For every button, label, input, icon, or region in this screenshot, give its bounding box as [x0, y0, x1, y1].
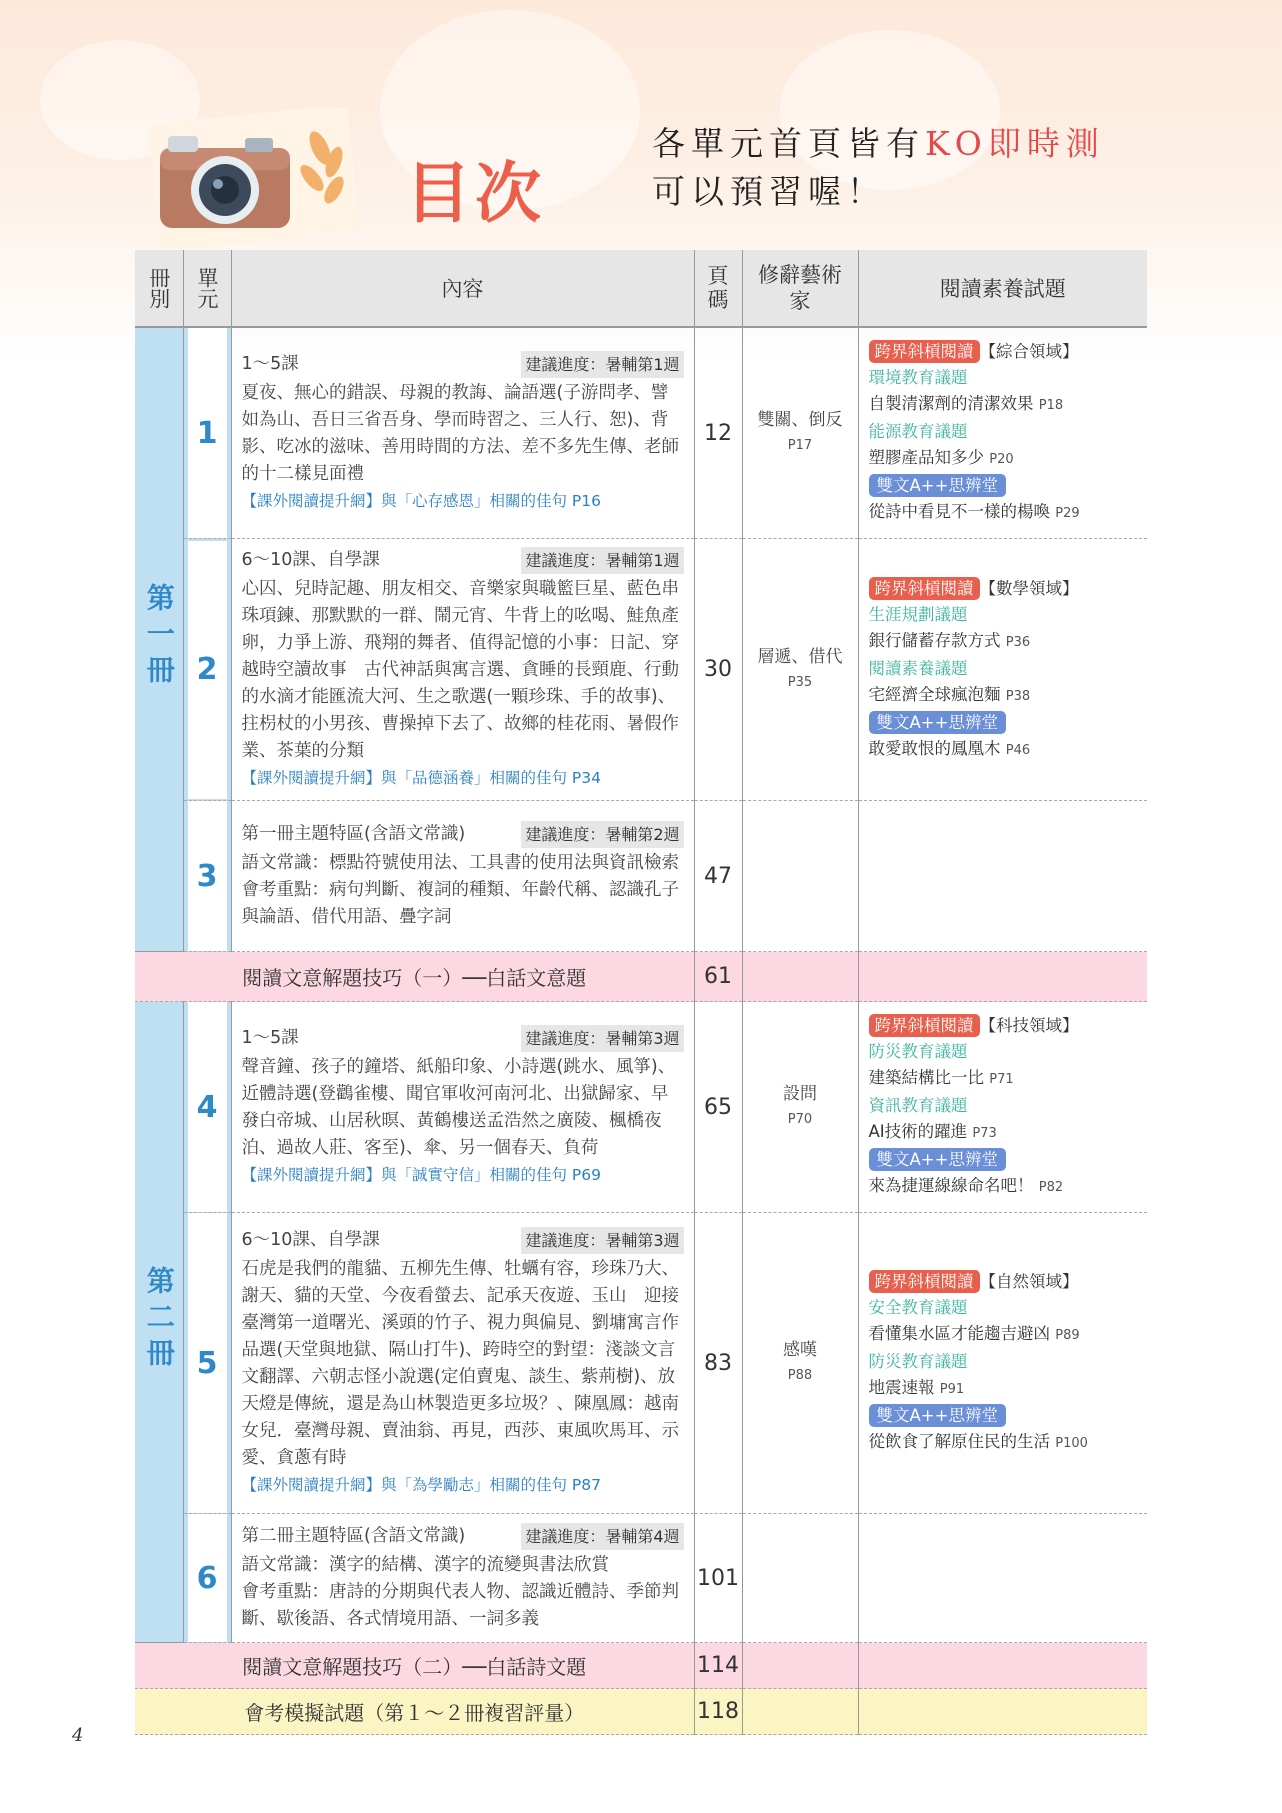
page-ref: 65	[694, 1002, 742, 1213]
topic-tag: 生涯規劃議題	[868, 604, 968, 624]
debate-tag: 雙文A++思辨堂	[869, 1404, 1006, 1427]
unit-content	[231, 327, 694, 539]
unit-content	[231, 1514, 694, 1643]
topic-tag: 資訊教育議題	[868, 1096, 968, 1115]
header-content: 內容	[231, 250, 694, 327]
literacy-list	[858, 1213, 1147, 1514]
summary-page: 114	[694, 1643, 742, 1689]
summary-row	[135, 1643, 1147, 1689]
lesson-range: 第一冊主題特區(含語文常識)	[241, 824, 466, 844]
volume-label: 第二冊	[135, 1002, 183, 1643]
domain-label: 【綜合領域】	[979, 342, 1079, 361]
rhetoric-item	[742, 1514, 858, 1643]
unit-number: 4	[183, 1002, 231, 1213]
summary-row	[135, 952, 1147, 1002]
literacy-item: 看懂集水區才能趨吉避凶 P89	[868, 1324, 1080, 1343]
literacy-item: 從詩中看見不一樣的楊喚 P29	[868, 502, 1080, 521]
reading-link[interactable]: 【課外閱讀提升網】與「心存感恩」相關的佳句 P16	[241, 492, 601, 510]
page-ref: 83	[694, 1213, 742, 1514]
crossover-tag: 跨界斜槓閱讀	[869, 1270, 980, 1293]
literacy-item: 塑膠產品知多少 P20	[868, 448, 1014, 467]
table-header	[135, 250, 1147, 327]
camera-illustration	[150, 108, 360, 248]
unit-number: 3	[183, 801, 231, 952]
literacy-item: 自製清潔劑的清潔效果 P18	[868, 394, 1064, 413]
lesson-range: 1～5課	[241, 1028, 299, 1048]
unit-content	[231, 1213, 694, 1514]
page-ref: 12	[694, 327, 742, 539]
header-page: 頁碼	[694, 250, 742, 327]
unit-content	[231, 1002, 694, 1213]
volume-label: 第一冊	[135, 327, 183, 952]
domain-label: 【數學領域】	[979, 578, 1079, 598]
domain-label: 【自然領域】	[979, 1272, 1079, 1291]
toc-table	[135, 250, 1147, 1735]
literacy-item: 宅經濟全球瘋泡麵 P38	[868, 684, 1031, 704]
literacy-list	[858, 1514, 1147, 1643]
rhetoric-item: 設問 P70	[742, 1002, 858, 1213]
literacy-item: AI技術的躍進 P73	[868, 1122, 997, 1141]
literacy-item: 銀行儲蓄存款方式 P36	[868, 630, 1031, 650]
topic-tag: 防災教育議題	[868, 1352, 968, 1371]
domain-label: 【科技領域】	[979, 1016, 1079, 1035]
lesson-list: 語文常識：漢字的結構、漢字的流變與書法欣賞 會考重點：唐詩的分期與代表人物、認識近體詩、季節判斷、歇後語、各式情境用語、一詞多義	[241, 1555, 679, 1629]
literacy-list	[858, 801, 1147, 952]
table-row	[135, 801, 1147, 952]
table-row	[135, 1213, 1147, 1514]
schedule-badge: 建議進度：暑輔第4週	[521, 1523, 683, 1550]
schedule-badge: 建議進度：暑輔第3週	[521, 1227, 683, 1254]
unit-number: 5	[183, 1213, 231, 1514]
rhetoric-item: 感嘆 P88	[742, 1213, 858, 1514]
header-literacy: 閱讀素養試題	[858, 250, 1147, 327]
header-volume: 冊別	[135, 250, 183, 327]
topic-tag: 安全教育議題	[868, 1298, 968, 1317]
schedule-badge: 建議進度：暑輔第3週	[521, 1025, 683, 1052]
table-row	[135, 327, 1147, 539]
literacy-list	[858, 1002, 1147, 1213]
rhetoric-item	[742, 801, 858, 952]
topic-tag: 能源教育議題	[868, 422, 968, 441]
literacy-list	[858, 327, 1147, 539]
literacy-item: 從飲食了解原住民的生活 P100	[868, 1432, 1088, 1451]
topic-tag: 防災教育議題	[868, 1042, 968, 1061]
unit-content	[231, 801, 694, 952]
table-row	[135, 1514, 1147, 1643]
topic-tag: 環境教育議題	[868, 368, 968, 387]
reading-link[interactable]: 【課外閱讀提升網】與「為學勵志」相關的佳句 P87	[241, 1476, 601, 1494]
unit-number: 1	[183, 327, 231, 539]
topic-tag: 閱讀素養議題	[868, 658, 968, 678]
lesson-list: 夏夜、無心的錯誤、母親的教誨、論語選(子游問孝、譬如為山、吾日三省吾身、學而時習之、三人行、恕)、背影、吃冰的滋味、善用時間的方法、差不多先生傳、老師的十二樣見面禮	[241, 383, 679, 484]
literacy-item: 地震速報 P91	[868, 1378, 965, 1397]
page-number: 4	[72, 1725, 84, 1746]
header	[0, 0, 1282, 255]
summary-label: 閱讀文意解題技巧（一）──白話文意題	[135, 952, 694, 1002]
reading-link[interactable]: 【課外閱讀提升網】與「品德涵養」相關的佳句 P34	[241, 769, 601, 787]
schedule-badge: 建議進度：暑輔第2週	[521, 821, 683, 848]
schedule-badge: 建議進度：暑輔第1週	[521, 547, 683, 574]
summary-page: 61	[694, 952, 742, 1002]
literacy-item: 敢愛敢恨的鳳凰木 P46	[868, 738, 1031, 758]
summary-page: 118	[694, 1689, 742, 1735]
debate-tag: 雙文A++思辨堂	[869, 1148, 1006, 1171]
header-rhetoric: 修辭藝術家	[742, 250, 858, 327]
crossover-tag: 跨界斜槓閱讀	[869, 1014, 980, 1037]
summary-label: 會考模擬試題（第１～２冊複習評量）	[135, 1689, 694, 1735]
unit-content	[231, 539, 694, 801]
unit-number: 2	[183, 539, 231, 801]
literacy-list	[858, 539, 1147, 801]
table-row	[135, 539, 1147, 801]
debate-tag: 雙文A++思辨堂	[869, 711, 1006, 734]
lesson-list: 石虎是我們的龍貓、五柳先生傳、牡蠣有容，珍珠乃大、謝天、貓的天堂、今夜看螢去、記承天夜遊、玉山 迎接臺灣第一道曙光、溪頭的竹子、視力與偏見、劉墉寓言作品選(天堂與地獄、隔山打牛)、跨時空的對望：淺談文言文翻譯、六朝志怪小說選(定伯賣鬼、談生、紫荊樹)、放天燈是傳統，還是為山林製造更多垃圾？、陳凰鳳：越南女兒．臺灣母親、賣油翁、再見，西莎、東風吹馬耳、示愛、貪蔥有時	[241, 1259, 679, 1468]
lesson-range: 6～10課、自學課	[241, 1230, 380, 1250]
ko-quiz-label: KO即時測	[925, 124, 1105, 163]
preview-note: 各單元首頁皆有KO即時測 可以預習喔！	[652, 124, 1105, 211]
debate-tag: 雙文A++思辨堂	[869, 474, 1006, 497]
reading-link[interactable]: 【課外閱讀提升網】與「誠實守信」相關的佳句 P69	[241, 1166, 601, 1184]
crossover-tag: 跨界斜槓閱讀	[869, 577, 980, 600]
rhetoric-item: 雙關、倒反 P17	[742, 327, 858, 539]
schedule-badge: 建議進度：暑輔第1週	[521, 351, 683, 378]
lesson-list: 心囚、兒時記趣、朋友相交、音樂家與職籃巨星、藍色串珠項鍊、那默默的一群、鬧元宵、牛背上的吆喝、鮭魚產卵，力爭上游、飛翔的舞者、值得記憶的小事：日記、穿越時空讀故事 古代神話與寓言選、貪睡的長頸鹿、行動的水滴才能匯流大河、生之歌選(一顆珍珠、手的故事)、拄枴杖的小男孩、曹操掉下去了、故鄉的桂花雨、暑假作業、茶葉的分類	[241, 579, 679, 761]
literacy-item: 來為捷運線線命名吧！ P82	[868, 1176, 1064, 1195]
lesson-list: 聲音鐘、孩子的鐘塔、紙船印象、小詩選(跳水、風箏)、近體詩選(登鸛雀樓、聞官軍收河南河北、出獄歸家、早發白帝城、山居秋暝、黃鶴樓送孟浩然之廣陵、楓橋夜泊、過故人莊、客至)、傘、另一個春天、負荷	[241, 1057, 676, 1158]
lesson-range: 6～10課、自學課	[241, 550, 380, 570]
page-ref: 101	[694, 1514, 742, 1643]
page-ref: 47	[694, 801, 742, 952]
summary-label: 閱讀文意解題技巧（二）──白話詩文題	[135, 1643, 694, 1689]
lesson-range: 1～5課	[241, 354, 299, 374]
page-title: 目次	[405, 155, 545, 232]
crossover-tag: 跨界斜槓閱讀	[869, 340, 980, 363]
rhetoric-item: 層遞、借代 P35	[742, 539, 858, 801]
table-row	[135, 1002, 1147, 1213]
summary-row	[135, 1689, 1147, 1735]
literacy-item: 建築結構比一比 P71	[868, 1068, 1014, 1087]
unit-number: 6	[183, 1514, 231, 1643]
header-unit: 單元	[183, 250, 231, 327]
page-ref: 30	[694, 539, 742, 801]
lesson-list: 語文常識：標點符號使用法、工具書的使用法與資訊檢索 會考重點：病句判斷、複詞的種類、年齡代稱、認識孔子與論語、借代用語、疊字詞	[241, 853, 679, 927]
lesson-range: 第二冊主題特區(含語文常識)	[241, 1526, 466, 1546]
